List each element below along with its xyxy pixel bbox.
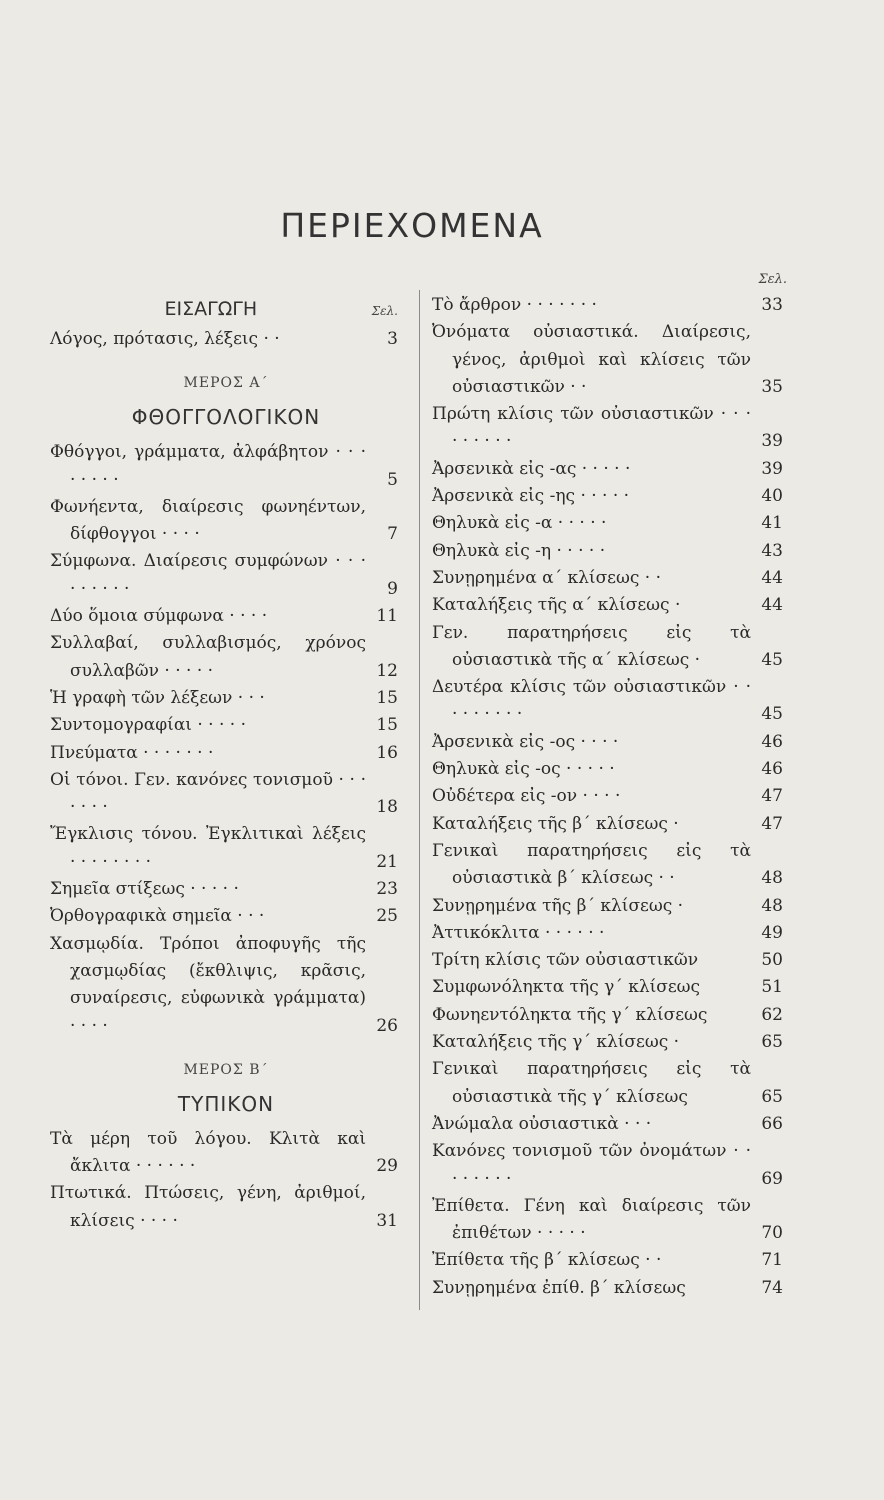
toc-entry-page: 39 bbox=[761, 431, 783, 452]
toc-entry-page: 29 bbox=[376, 1156, 398, 1177]
toc-entry-page: 51 bbox=[761, 977, 783, 998]
toc-entry-title: Γενικαὶ παρατηρήσεις εἰς τὰ οὐσιαστικὰ τῆς γ΄ κλίσεως bbox=[432, 1059, 751, 1107]
toc-entry-page: 3 bbox=[387, 329, 398, 349]
right-column bbox=[432, 268, 787, 1302]
toc-entry-title: Φωνηεντόληκτα τῆς γ΄ κλίσεως bbox=[432, 1004, 708, 1025]
toc-entry-title: Συντομογραφίαι · · · · · bbox=[50, 715, 246, 736]
toc-entry-title: Γενικαὶ παρατηρήσεις εἰς τὰ οὐσιαστικὰ β΄ κλίσεως · · bbox=[432, 840, 751, 889]
toc-entry-title: Ἔγκλισις τόνου. Ἐγκλιτικαὶ λέξεις · · · · · · · · bbox=[50, 824, 366, 872]
toc-entry-title: Ἀνώμαλα οὐσιαστικὰ · · · bbox=[432, 1113, 652, 1134]
toc-entry bbox=[432, 1056, 787, 1111]
toc-entry bbox=[432, 456, 787, 483]
toc-entry-page: 5 bbox=[387, 469, 398, 490]
toc-entry-title: Ἀττικόκλιτα · · · · · · bbox=[432, 922, 605, 943]
toc-entry-page: 39 bbox=[761, 458, 783, 479]
toc-entry bbox=[432, 483, 787, 510]
toc-entry bbox=[50, 1126, 402, 1181]
toc-entry-page: 49 bbox=[761, 922, 783, 943]
toc-entry-page: 47 bbox=[761, 786, 783, 807]
toc-entry-page: 33 bbox=[761, 295, 783, 315]
toc-entry-page: 16 bbox=[376, 742, 398, 763]
toc-entry-page: 25 bbox=[376, 906, 398, 927]
toc-entry bbox=[50, 712, 402, 739]
toc-entry-title: Ἐπίθετα τῆς β΄ κλίσεως · · bbox=[432, 1250, 662, 1271]
toc-entry-title: Καταλήξεις τῆς α΄ κλίσεως · bbox=[432, 595, 681, 616]
toc-entry bbox=[432, 1275, 787, 1302]
toc-entry-page: 44 bbox=[761, 595, 783, 616]
toc-entry-page: 31 bbox=[376, 1210, 398, 1231]
toc-entry-title: Καταλήξεις τῆς γ΄ κλίσεως · bbox=[432, 1032, 680, 1053]
toc-entry bbox=[50, 903, 402, 930]
toc-entry bbox=[432, 947, 787, 974]
toc-entry bbox=[432, 783, 787, 810]
toc-entry bbox=[432, 838, 787, 893]
toc-entry-title: Πτωτικά. Πτώσεις, γένη, ἀριθμοί, κλίσεις · · · · bbox=[50, 1183, 366, 1231]
toc-entry-title: Ἀρσενικὰ εἰς -ης · · · · · bbox=[432, 486, 630, 507]
left-column bbox=[50, 298, 402, 1235]
toc-entry-title: Κανόνες τονισμοῦ τῶν ὀνομάτων · · · · · · · · bbox=[432, 1141, 751, 1189]
toc-entry bbox=[432, 729, 787, 756]
toc-entry-title: Συνῃρημένα α΄ κλίσεως · · bbox=[432, 567, 661, 588]
toc-entry-page: 70 bbox=[761, 1223, 783, 1244]
toc-entry-page: 7 bbox=[387, 524, 398, 545]
toc-entry bbox=[50, 630, 402, 685]
toc-entry-title: Πρώτη κλίσις τῶν οὐσιαστικῶν · · · · · · · · · bbox=[432, 404, 751, 452]
toc-entry-title: Οἱ τόνοι. Γεν. κανόνες τονισμοῦ · · · · · · · bbox=[50, 769, 366, 818]
toc-entry bbox=[50, 740, 402, 767]
toc-entry-page: 45 bbox=[761, 704, 783, 725]
toc-entry bbox=[432, 893, 787, 920]
toc-entry bbox=[50, 685, 402, 712]
toc-entry bbox=[50, 494, 402, 549]
page-title: ΠΕΡΙΕΧΟΜΕΝΑ bbox=[280, 206, 544, 245]
toc-entry-title: Θηλυκὰ εἰς -η · · · · · bbox=[432, 540, 606, 561]
toc-entry bbox=[432, 1111, 787, 1138]
toc-entry bbox=[432, 674, 787, 729]
toc-entry-title: Λόγος, πρότασις, λέξεις · · bbox=[50, 329, 280, 349]
toc-entry-title: Χασμῳδία. Τρόποι ἀποφυγῆς τῆς χασμῳδίας (ἔκθλιψις, κρᾶσις, συναίρεσις, εὐφωνικὰ γράμματα) · · · · bbox=[50, 933, 366, 1036]
toc-entry-page: 44 bbox=[761, 567, 783, 588]
toc-entry-title: Δύο ὅμοια σύμφωνα · · · · bbox=[50, 606, 268, 627]
toc-entry bbox=[432, 1247, 787, 1274]
toc-entry bbox=[432, 1138, 787, 1193]
part-a-entries bbox=[50, 439, 402, 1040]
part-b-label: ΜΕΡΟΣ Β΄ bbox=[183, 1061, 269, 1078]
toc-entry-page: 66 bbox=[761, 1113, 783, 1134]
toc-entry bbox=[50, 326, 402, 353]
toc-entry bbox=[50, 439, 402, 494]
toc-entry-page: 40 bbox=[761, 486, 783, 507]
toc-entry-page: 48 bbox=[761, 895, 783, 916]
toc-entry-title: Σύμφωνα. Διαίρεσις συμφώνων · · · · · · · · · bbox=[50, 551, 366, 599]
toc-entry bbox=[50, 1180, 402, 1235]
toc-entry-title: Ἀρσενικὰ εἰς -ας · · · · · bbox=[432, 458, 631, 479]
toc-entry-page: 74 bbox=[761, 1277, 783, 1298]
toc-entry bbox=[432, 974, 787, 1001]
toc-entry-title: Τρίτη κλίσις τῶν οὐσιαστικῶν bbox=[432, 950, 699, 971]
toc-entry-title: Σημεῖα στίξεως · · · · · bbox=[50, 879, 239, 900]
toc-entry-page: 11 bbox=[376, 606, 398, 627]
toc-entry bbox=[432, 1029, 787, 1056]
toc-entry bbox=[432, 538, 787, 565]
toc-entry bbox=[432, 1002, 787, 1029]
toc-entry bbox=[432, 1193, 787, 1248]
toc-entry-page: 69 bbox=[761, 1168, 783, 1189]
toc-entry bbox=[432, 565, 787, 592]
part-b-title: ΤΥΠΙΚΟΝ bbox=[177, 1091, 275, 1116]
toc-entry bbox=[50, 767, 402, 822]
toc-entry-title: Φθόγγοι, γράμματα, ἀλφάβητον · · · · · · · · bbox=[50, 442, 366, 490]
part-a-label: ΜΕΡΟΣ Α΄ bbox=[183, 375, 269, 392]
toc-entry bbox=[432, 401, 787, 456]
toc-entry-page: 23 bbox=[376, 879, 398, 900]
part-a-title: ΦΘΟΓΓΟΛΟΓΙΚΟΝ bbox=[131, 405, 321, 430]
toc-entry-title: Πνεύματα · · · · · · · bbox=[50, 742, 214, 763]
toc-entry-title: Ἡ γραφὴ τῶν λέξεων · · · bbox=[50, 687, 265, 708]
page-column-label: Σελ. bbox=[371, 304, 398, 318]
toc-entry bbox=[432, 811, 787, 838]
toc-entry bbox=[50, 821, 402, 876]
toc-entry bbox=[432, 292, 787, 319]
toc-entry-title: Θηλυκὰ εἰς -ος · · · · · bbox=[432, 759, 615, 780]
right-entries bbox=[432, 292, 787, 1302]
toc-entry-page: 35 bbox=[761, 376, 783, 397]
toc-entry-title: Οὐδέτερα εἰς -ον · · · · bbox=[432, 786, 621, 807]
toc-entry-page: 43 bbox=[761, 540, 783, 561]
part-b-entries bbox=[50, 1126, 402, 1235]
toc-entry bbox=[432, 620, 787, 675]
toc-entry bbox=[432, 592, 787, 619]
toc-entry-page: 12 bbox=[376, 660, 398, 681]
page-column-label: Σελ. bbox=[758, 272, 787, 287]
toc-entry-page: 65 bbox=[761, 1032, 783, 1053]
toc-entry-page: 65 bbox=[761, 1086, 783, 1107]
column-divider bbox=[419, 290, 420, 1310]
toc-entry-title: Γεν. παρατηρήσεις εἰς τὰ οὐσιαστικὰ τῆς α΄ κλίσεως · bbox=[432, 622, 751, 670]
toc-entry bbox=[432, 510, 787, 537]
toc-entry bbox=[50, 876, 402, 903]
toc-entry-title: Ἀρσενικὰ εἰς -ος · · · · bbox=[432, 731, 619, 752]
toc-entry-page: 41 bbox=[761, 513, 783, 534]
intro-heading: ΕΙΣΑΓΩΓΗ bbox=[164, 298, 258, 320]
toc-entry-title: Φωνήεντα, διαίρεσις φωνηέντων, δίφθογγοι · · · · bbox=[50, 496, 366, 545]
toc-entry-page: 26 bbox=[376, 1015, 398, 1036]
toc-entry-page: 18 bbox=[376, 797, 398, 818]
toc-entry-title: Ὀρθογραφικὰ σημεῖα · · · bbox=[50, 906, 265, 927]
toc-entry-page: 21 bbox=[376, 851, 398, 872]
toc-entry-title: Ὀνόματα οὐσιαστικά. Διαίρεσις, γένος, ἀριθμοὶ καὶ κλίσεις τῶν οὐσιαστικῶν · · bbox=[432, 322, 751, 397]
toc-entry-title: Ἐπίθετα. Γένη καὶ διαίρεσις τῶν ἐπιθέτων · · · · · bbox=[432, 1195, 751, 1244]
toc-entry bbox=[432, 319, 787, 401]
toc-entry-title: Συνῃρημένα ἐπίθ. β΄ κλίσεως bbox=[432, 1277, 686, 1298]
toc-entry bbox=[50, 931, 402, 1040]
toc-entry bbox=[50, 603, 402, 630]
toc-entry bbox=[50, 548, 402, 603]
toc-entry-page: 50 bbox=[761, 950, 783, 971]
toc-entry-title: Συνῃρημένα τῆς β΄ κλίσεως · bbox=[432, 895, 684, 916]
intro-header bbox=[50, 298, 402, 326]
toc-entry-title: Τὰ μέρη τοῦ λόγου. Κλιτὰ καὶ ἄκλιτα · · · · · · bbox=[50, 1128, 366, 1177]
toc-entry-page: 46 bbox=[761, 731, 783, 752]
toc-entry-page: 15 bbox=[376, 687, 398, 708]
toc-entry-title: Καταλήξεις τῆς β΄ κλίσεως · bbox=[432, 813, 679, 834]
toc-entry-page: 71 bbox=[761, 1250, 783, 1271]
toc-entry-page: 47 bbox=[761, 813, 783, 834]
toc-entry-title: Δευτέρα κλίσις τῶν οὐσιαστικῶν · · · · · · · · · bbox=[432, 677, 751, 725]
toc-entry-title: Τὸ ἄρθρον · · · · · · · bbox=[432, 295, 597, 315]
toc-entry-title: Συλλαβαί, συλλαβισμός, χρόνος συλλαβῶν · · · · · bbox=[50, 633, 366, 681]
toc-entry-page: 9 bbox=[387, 578, 398, 599]
toc-entry bbox=[432, 920, 787, 947]
toc-entry-page: 15 bbox=[376, 715, 398, 736]
toc-entry-title: Συμφωνόληκτα τῆς γ΄ κλίσεως bbox=[432, 977, 701, 998]
toc-entry-page: 45 bbox=[761, 649, 783, 670]
toc-entry-page: 48 bbox=[761, 868, 783, 889]
toc-entry-title: Θηλυκὰ εἰς -α · · · · · bbox=[432, 513, 607, 534]
toc-entry bbox=[432, 756, 787, 783]
intro-entries bbox=[50, 326, 402, 353]
toc-entry-page: 62 bbox=[761, 1004, 783, 1025]
toc-entry-page: 46 bbox=[761, 759, 783, 780]
